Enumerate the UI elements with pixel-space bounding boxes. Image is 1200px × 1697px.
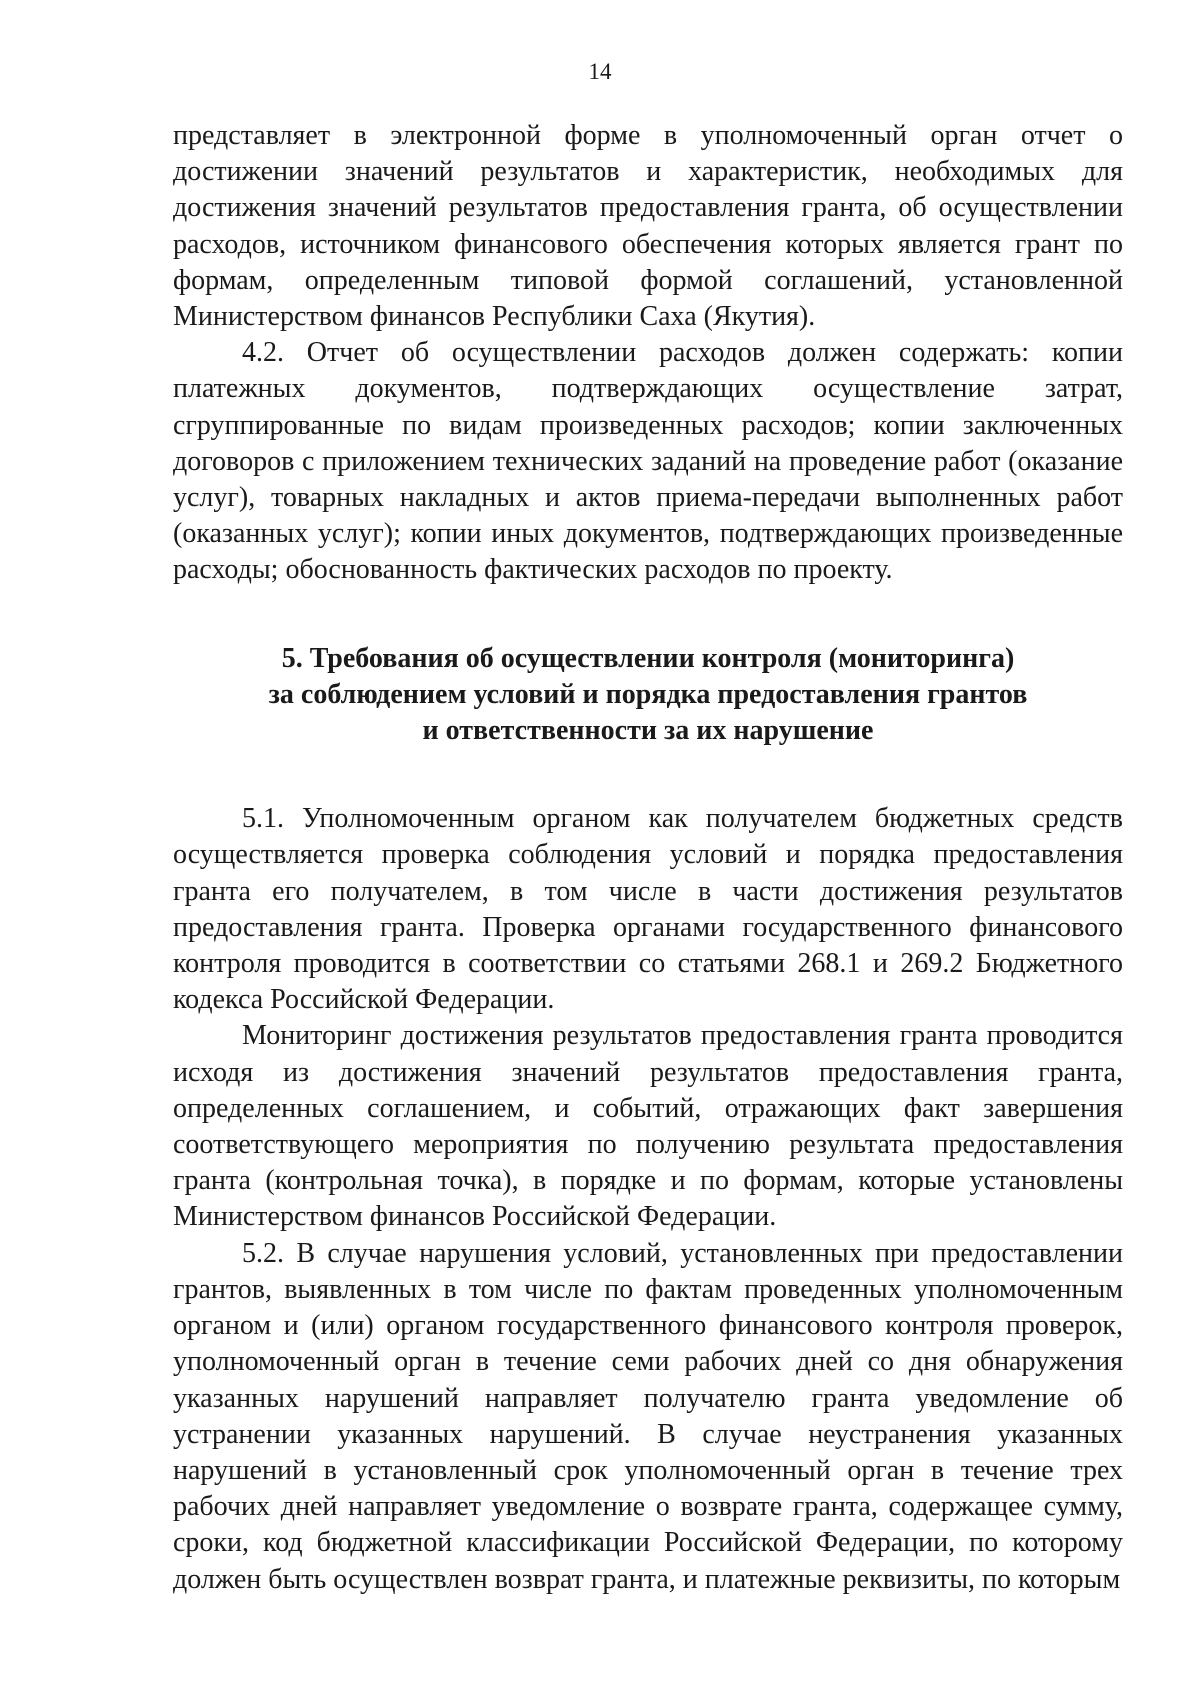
document-body [173,118,1123,1598]
section-heading-line-1: 5. Требования об осуществлении контроля (мониторинга) [281,642,1015,674]
section-heading-line-2: за соблюдением условий и порядка предоставления грантов [268,678,1028,710]
paragraph-4-2: 4.2. Отчет об осуществлении расходов должен содержать: копии платежных документов, подтверждающих осуществление затрат, сгруппированные по видам произведенных расходов; копии заключенных договоров с приложением технических заданий на проведение работ (оказание услуг), товарных накладных и актов приема-передачи выполненных работ (оказанных услуг); копии иных документов, подтверждающих произведенные расходы; обоснованность фактических расходов по проекту. [173,337,1123,586]
section-heading-line-3: и ответственности за их нарушение [422,715,874,747]
paragraph-continuation: представляет в электронной форме в уполномоченный орган отчет о достижении значений результатов и характеристик, необходимых для достижения значений результатов предоставления гранта, об осуществлении расходов, источником финансового обеспечения которых является грант по формам, определенным типовой формой соглашений, установленной Министерством финансов Республики Саха (Якутия). [173,120,1123,333]
section-heading [173,641,1123,750]
paragraph-5-2: 5.2. В случае нарушения условий, установленных при предоставлении грантов, выявленных в том числе по фактам проведенных уполномоченным органом и (или) органом государственного финансового контроля проверок, уполномоченный орган в течение семи рабочих дней со дня обнаружения указанных нарушений направляет получателю гранта уведомление об устранении указанных нарушений. В случае неустранения указанных нарушений в установленный срок уполномоченный орган в течение трех рабочих дней направляет уведомление о возврате гранта, содержащее сумму, сроки, код бюджетной классификации Российской Федерации, по которому должен быть осуществлен возврат гранта, и платежные реквизиты, по которым [173,1237,1123,1595]
paragraph-monitoring: Мониторинг достижения результатов предоставления гранта проводится исходя из достижения значений результатов предоставления гранта, определенных соглашением, и событий, отражающих факт завершения соответствующего мероприятия по получению результата предоставления гранта (контрольная точка), в порядке и по формам, которые установлены Министерством финансов Российской Федерации. [173,1020,1123,1233]
paragraph-5-1: 5.1. Уполномоченным органом как получателем бюджетных средств осуществляется проверка соблюдения условий и порядка предоставления гранта его получателем, в том числе в части достижения результатов предоставления гранта. Проверка органами государственного финансового контроля проводится в соответствии со статьями 268.1 и 269.2 Бюджетного кодекса Российской Федерации. [173,803,1123,1016]
page-number: 14 [588,59,612,84]
